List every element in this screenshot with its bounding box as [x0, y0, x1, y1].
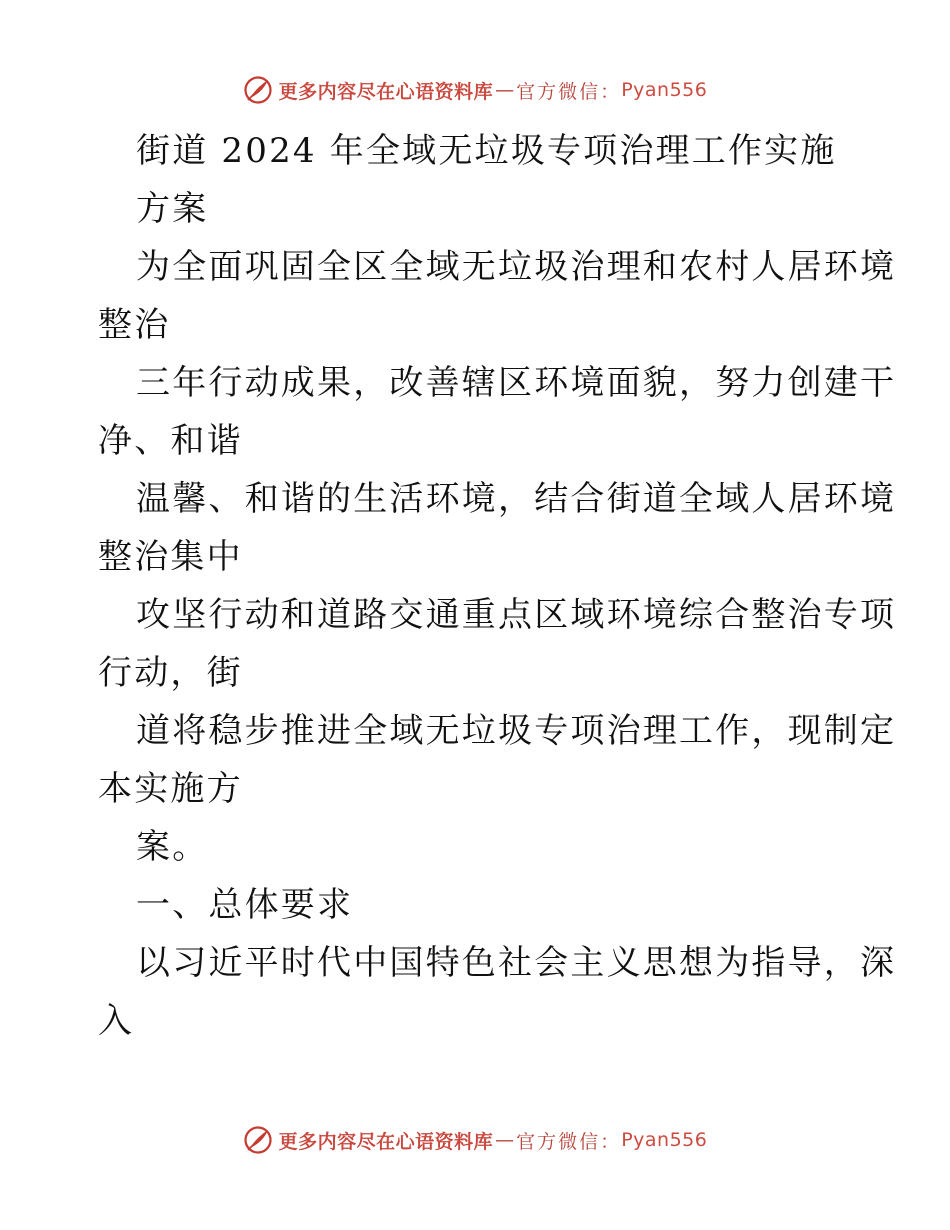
document-body [98, 122, 897, 1050]
document-line: 方案 [136, 189, 209, 229]
document-line: 案。 [136, 827, 209, 867]
watermark-text: 更多内容尽在心语资料库 [278, 1130, 494, 1153]
header-watermark [0, 70, 950, 110]
watermark-wechat-id: Pyan556 [621, 79, 708, 101]
watermark-text: 更多内容尽在心语资料库 [278, 80, 494, 103]
footer-watermark [0, 1120, 950, 1160]
document-line: 入 [98, 1001, 135, 1041]
document-line: 街道 2024 年全域无垃圾专项治理工作实施 [136, 131, 837, 171]
watermark-dash: — [495, 79, 515, 101]
document-line: 本实施方 [98, 769, 243, 809]
quill-pen-logo-icon [243, 75, 273, 105]
document-line: 以习近平时代中国特色社会主义思想为指导，深 [136, 943, 897, 983]
document-line: 行动，街 [98, 653, 243, 693]
document-line: 整治集中 [98, 537, 243, 577]
document-line: 三年行动成果，改善辖区环境面貌，努力创建干 [136, 363, 897, 403]
document-line: 净、和谐 [98, 421, 243, 461]
document-line: 温馨、和谐的生活环境，结合街道全域人居环境 [136, 479, 897, 519]
document-line: 为全面巩固全区全域无垃圾治理和农村人居环境 [136, 247, 897, 287]
watermark-dash: — [495, 1129, 515, 1151]
watermark-wechat-label: 官方微信： [516, 80, 622, 103]
document-line: 整治 [98, 305, 171, 345]
document-line: 一、总体要求 [136, 885, 354, 925]
watermark-wechat-id: Pyan556 [621, 1129, 708, 1151]
document-line: 道将稳步推进全域无垃圾专项治理工作，现制定 [136, 711, 897, 751]
watermark-wechat-label: 官方微信： [516, 1130, 622, 1153]
quill-pen-logo-icon [243, 1125, 273, 1155]
document-line: 攻坚行动和道路交通重点区域环境综合整治专项 [136, 595, 897, 635]
